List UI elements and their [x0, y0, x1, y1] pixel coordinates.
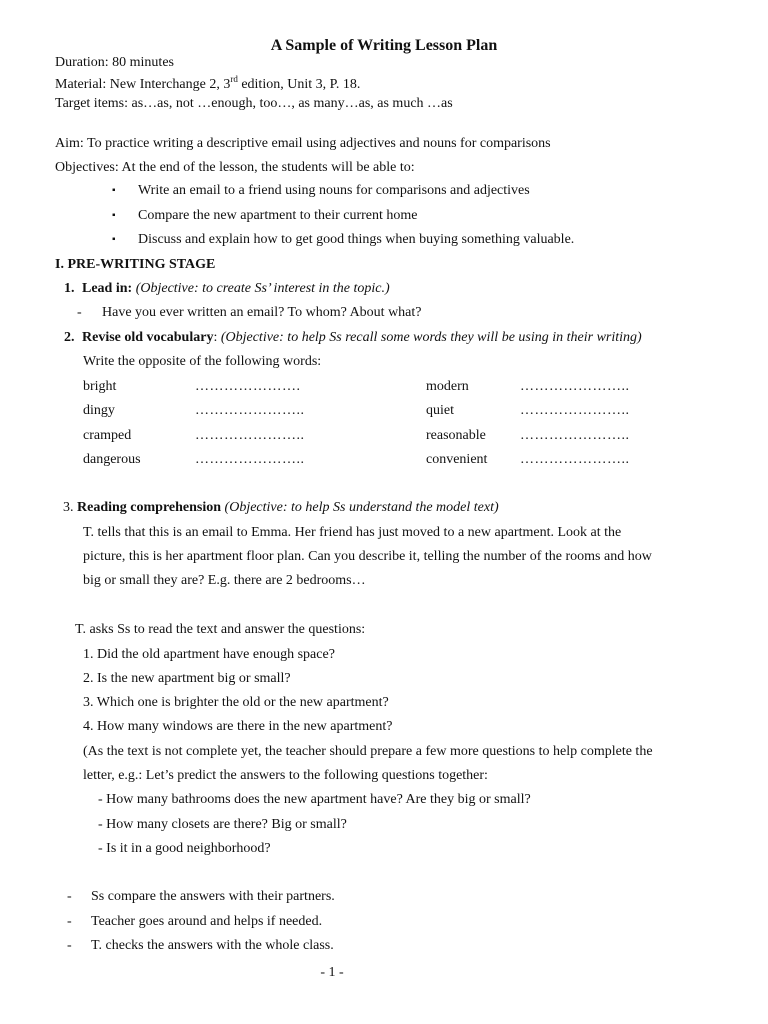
comprehension-question: 3. Which one is brighter the old or the new apartment? [83, 695, 389, 710]
prediction-question: - Is it in a good neighborhood? [98, 841, 271, 856]
answer-blank: ………………….. [520, 379, 630, 394]
answer-blank: ………………….. [195, 428, 305, 443]
vocab-word: bright [83, 379, 117, 394]
vocab-word: modern [426, 379, 469, 394]
teacher-note-line: (As the text is not complete yet, the teacher should prepare a few more questions to help complete the [83, 744, 653, 759]
reading-objective: (Objective: to help Ss understand the model text) [224, 500, 499, 515]
comprehension-question: 4. How many windows are there in the new apartment? [83, 719, 393, 734]
vocab-word: convenient [426, 452, 488, 467]
section-heading-prewriting: I. PRE-WRITING STAGE [55, 257, 216, 272]
material-text: Material: New Interchange 2, 3 [55, 77, 231, 92]
prediction-question: - How many closets are there? Big or small? [98, 817, 347, 832]
bullet-icon: ▪ [112, 210, 116, 221]
document-title: A Sample of Writing Lesson Plan [270, 37, 498, 54]
objective-item: Compare the new apartment to their current home [138, 208, 418, 223]
answer-blank: ………………….. [195, 403, 305, 418]
activity-step: Teacher goes around and helps if needed. [91, 914, 323, 929]
vocab-number: 2. [64, 330, 75, 345]
comprehension-question: 2. Is the new apartment big or small? [83, 671, 291, 686]
lead-in-question: Have you ever written an email? To whom? About what? [102, 305, 422, 320]
reading-title: Reading comprehension [77, 500, 222, 515]
reading-heading [63, 501, 499, 515]
reading-number: 3. [63, 500, 74, 515]
aim-line: Aim: To practice writing a descriptive email using adjectives and nouns for comparisons [55, 136, 551, 151]
duration-line: Duration: 80 minutes [55, 55, 174, 70]
vocab-instruction: Write the opposite of the following words: [83, 354, 322, 369]
answer-blank: ………………….. [195, 452, 305, 467]
teacher-note-line: letter, e.g.: Let’s predict the answers to the following questions together: [83, 768, 488, 783]
page-number: - 1 - [320, 965, 344, 980]
lead-in-heading [64, 282, 390, 296]
vocab-word: quiet [426, 403, 454, 418]
vocab-word: dingy [83, 403, 115, 418]
activity-step: T. checks the answers with the whole class. [91, 938, 334, 953]
lead-in-objective: (Objective: to create Ss’ interest in the topic.) [135, 281, 390, 296]
vocab-word: dangerous [83, 452, 141, 467]
material-text-end: edition, Unit 3, P. 18. [237, 77, 361, 92]
material-line [55, 74, 361, 92]
reading-instruction: T. asks Ss to read the text and answer the questions: [75, 622, 366, 637]
comprehension-question: 1. Did the old apartment have enough space? [83, 647, 335, 662]
answer-blank: ………………….. [520, 428, 630, 443]
objectives-intro: Objectives: At the end of the lesson, the students will be able to: [55, 160, 415, 175]
reading-paragraph-line: T. tells that this is an email to Emma. Her friend has just moved to a new apartment. Look at the [83, 525, 622, 540]
activity-step: Ss compare the answers with their partners. [91, 889, 335, 904]
lead-in-title: Lead in: [82, 281, 133, 296]
target-items-line: Target items: as…as, not …enough, too…, as many…as, as much …as [55, 96, 453, 111]
answer-blank: ………………….. [520, 452, 630, 467]
vocab-word: cramped [83, 428, 132, 443]
reading-paragraph-line: picture, this is her apartment floor plan. Can you describe it, telling the number of the rooms and how [83, 549, 652, 564]
dash-mark: - [77, 305, 82, 320]
answer-blank: …………………. [195, 379, 301, 394]
bullet-icon: ▪ [112, 185, 116, 196]
dash-mark: - [67, 938, 72, 953]
lead-in-number: 1. [64, 281, 75, 296]
dash-mark: - [67, 889, 72, 904]
dash-mark: - [67, 914, 72, 929]
reading-paragraph-line: big or small they are? E.g. there are 2 bedrooms… [83, 573, 366, 588]
objective-item: Write an email to a friend using nouns for comparisons and adjectives [138, 183, 530, 198]
answer-blank: ………………….. [520, 403, 630, 418]
vocab-word: reasonable [426, 428, 486, 443]
vocab-heading [64, 331, 642, 345]
objective-item: Discuss and explain how to get good things when buying something valuable. [138, 232, 575, 247]
bullet-icon: ▪ [112, 234, 116, 245]
vocab-colon: : [213, 330, 218, 345]
prediction-question: - How many bathrooms does the new apartment have? Are they big or small? [98, 792, 531, 807]
material-superscript: rd [230, 74, 238, 84]
vocab-title: Revise old vocabulary [82, 330, 214, 345]
vocab-objective: (Objective: to help Ss recall some words they will be using in their writing) [220, 330, 642, 345]
